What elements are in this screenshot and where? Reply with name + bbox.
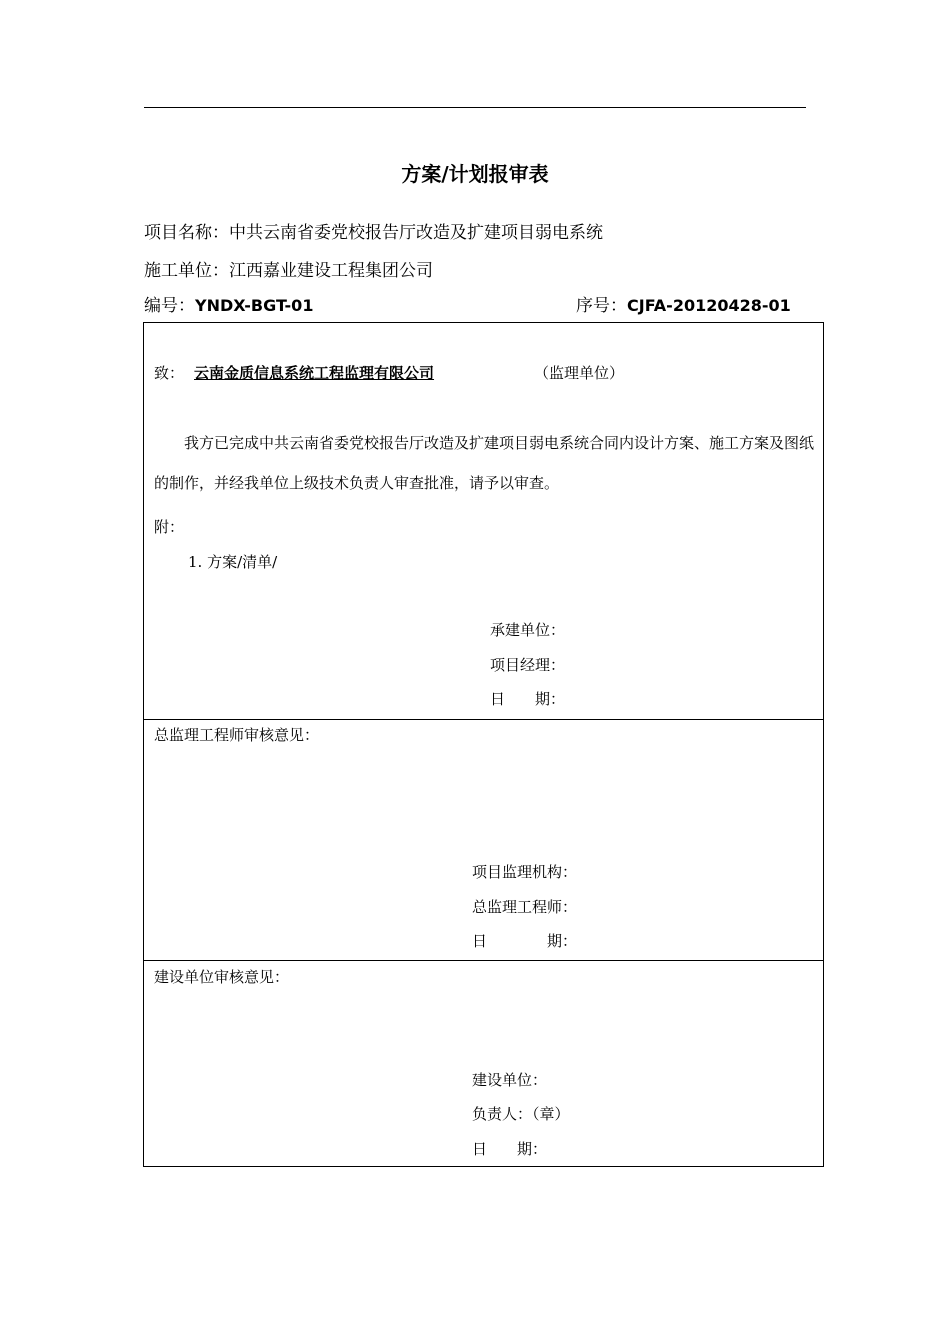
responsible-person-label: 负责人：（章） — [472, 1105, 570, 1123]
addressee-line — [154, 362, 624, 383]
attachment-label: 附： — [154, 518, 185, 536]
serial-label: 序号： — [576, 296, 627, 316]
owner-unit-label: 建设单位： — [472, 1071, 548, 1089]
document-number — [144, 291, 313, 316]
construction-unit: 施工单位：江西嘉业建设工程集团公司 — [144, 261, 433, 281]
owner-opinion-heading: 建设单位审核意见： — [154, 968, 290, 986]
supervision-unit-name: 云南金质信息系统工程监理有限公司 — [194, 364, 435, 382]
page-title: 方案/计划报审表 — [401, 162, 549, 186]
section3-date-label: 日 期： — [472, 1140, 548, 1158]
project-manager-label: 项目经理： — [490, 656, 566, 674]
section1-date-label: 日 期： — [490, 690, 566, 708]
serial-value: CJFA-20120428-01 — [627, 296, 791, 315]
to-suffix: （监理单位） — [534, 364, 625, 382]
submission-statement: 我方已完成中共云南省委党校报告厅改造及扩建项目弱电系统合同内设计方案、施工方案及图纸的制作，并经我单位上级技术负责人审查批准，请予以审查。 — [154, 434, 815, 492]
section2-date-label: 日 期： — [472, 932, 578, 950]
project-name: 项目名称：中共云南省委党校报告厅改造及扩建项目弱电系统 — [144, 223, 603, 243]
section-divider — [144, 719, 823, 720]
review-form — [143, 322, 824, 1167]
contractor-signature-label: 承建单位： — [490, 621, 566, 639]
attachment-item: 1. 方案/清单/ — [188, 553, 278, 571]
serial-number — [576, 291, 791, 316]
chief-supervisor-opinion-heading: 总监理工程师审核意见： — [154, 726, 320, 744]
number-value: YNDX-BGT-01 — [195, 296, 314, 315]
to-label: 致： — [154, 364, 185, 382]
section-divider — [144, 960, 823, 961]
header-rule — [144, 107, 806, 108]
chief-engineer-label: 总监理工程师： — [472, 898, 578, 916]
number-label: 编号： — [144, 296, 195, 316]
supervision-org-label: 项目监理机构： — [472, 863, 578, 881]
